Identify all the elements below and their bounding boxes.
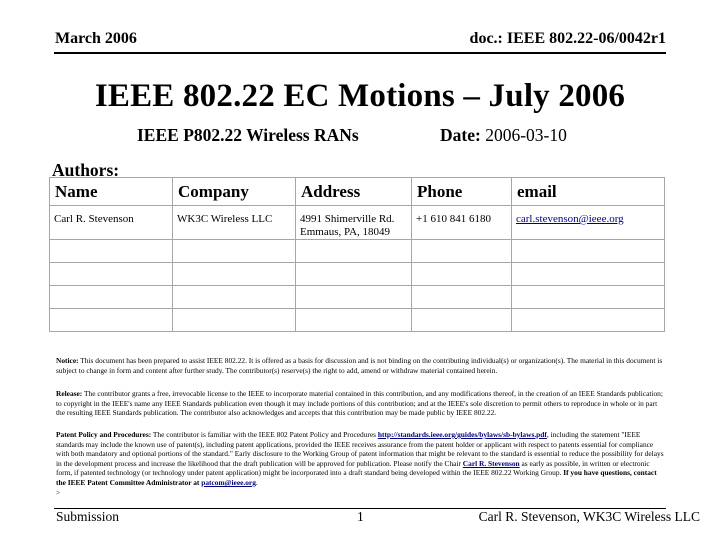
- column-header-email: email: [512, 178, 665, 206]
- author-address: [296, 206, 412, 240]
- header-doc-id: doc.: IEEE 802.22-06/0042r1: [469, 30, 666, 47]
- date-label: Date:: [440, 125, 481, 145]
- chair-link[interactable]: Carl R. Stevenson: [462, 458, 520, 468]
- slide-title: IEEE 802.22 EC Motions – July 2006: [94, 78, 626, 114]
- patent-label: Patent Policy and Procedures:: [56, 430, 152, 439]
- patent-policy-paragraph: [56, 430, 666, 497]
- table-row: [50, 206, 665, 240]
- authors-table: [49, 177, 665, 332]
- column-header-address: Address: [296, 178, 412, 206]
- header-rule: [54, 52, 666, 54]
- header-date: March 2006: [55, 30, 137, 47]
- author-name: Carl R. Stevenson: [50, 206, 173, 240]
- address-line-1: 4991 Shimerville Rd.: [300, 213, 395, 225]
- patent-text-1: The contributor is familiar with the IEEE 802 Patent Policy and Procedures: [152, 430, 377, 439]
- date-line: [440, 125, 567, 146]
- author-company: WK3C Wireless LLC: [173, 206, 296, 240]
- address-line-2: Emmaus, PA, 18049: [300, 226, 391, 238]
- table-row-empty: [50, 263, 665, 286]
- release-label: Release:: [56, 389, 83, 398]
- table-row-empty: [50, 240, 665, 263]
- release-text: The contributor grants a free, irrevocable license to the IEEE to incorporate material contained in this contribution, and any modifications thereof, in the creation of an IEEE Standards publication; to copyright in the IEEE's name any IEEE Standards publication even though it may include portions of this contribution; and at the IEEE's sole discretion to permit others to reproduce in whole or in part the resulting IEEE Standards publication. The contributor also acknowledges and accepts that this contribution may be made public by IEEE 802.22.: [56, 389, 663, 418]
- footer-author: Carl R. Stevenson, WK3C Wireless LLC: [478, 509, 700, 524]
- author-phone: +1 610 841 6180: [412, 206, 512, 240]
- column-header-company: Company: [173, 178, 296, 206]
- notice-label: Notice:: [56, 356, 79, 365]
- author-email-link[interactable]: carl.stevenson@ieee.org: [516, 213, 624, 225]
- patent-tail: >: [56, 487, 61, 497]
- table-header-row: [50, 178, 665, 206]
- table-row-empty: [50, 286, 665, 309]
- author-email-cell: [512, 206, 665, 240]
- column-header-phone: Phone: [412, 178, 512, 206]
- authors-label: Authors:: [52, 160, 120, 180]
- patent-text-3: as early as possible, in written or electronic form, if patented technology (or technology under patent application) might be incorporated into a draft standard being developed within the IEEE 802.22 Working Group.: [56, 458, 650, 478]
- footer-page-number: 1: [357, 509, 364, 524]
- patcom-email-link[interactable]: patcom@ieee.org: [201, 477, 256, 487]
- release-paragraph: [56, 389, 666, 418]
- date-value: 2006-03-10: [485, 125, 567, 145]
- notice-paragraph: [56, 356, 666, 375]
- patent-text-4: .: [255, 477, 258, 487]
- notice-text: This document has been prepared to assist IEEE 802.22. It is offered as a basis for discussion and is not binding on the contributing individual(s) or organization(s). The material in this document is subject to change in form and content after further study. The contributor(s) reserve(s) the right to add, amend or withdraw material contained herein.: [56, 356, 663, 375]
- table-row-empty: [50, 309, 665, 332]
- patent-text-2: , including the statement "IEEE standards may include the known use of patent(s), including patent applications, provided the IEEE receives assurance from the patent holder or applicant with respect to patents essential for compliance with both mandatory and optional portions of the standard." Early disclosure to the Working Group of patent information that might be relevant to the standard is essential to reduce the possibility for delays in the development process and increase the likelihood that the draft publication will be approved for publication. Please notify the Chair: [56, 430, 664, 468]
- footer-submission: Submission: [56, 509, 120, 524]
- patent-policy-link[interactable]: http://standards.ieee.org/guides/bylaws/sb-bylaws.pdf: [377, 430, 547, 439]
- patent-contact-text: If you have questions, contact the IEEE Patent Committee Administrator at: [56, 468, 657, 487]
- column-header-name: Name: [50, 178, 173, 206]
- subtitle: IEEE P802.22 Wireless RANs: [137, 125, 359, 145]
